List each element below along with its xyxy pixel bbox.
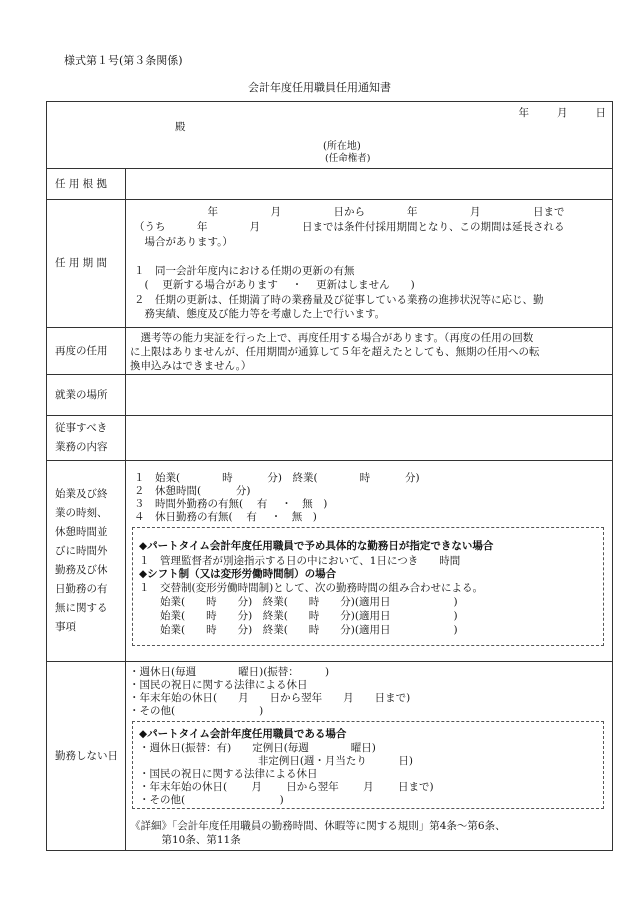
hours-line: ２ 休憩時間( 分) xyxy=(134,485,251,497)
hours-label-line: 始業及び終 xyxy=(55,488,108,500)
period-line: 務実績、態度及び能力等を考慮した上で行います。 xyxy=(134,308,386,320)
workplace-row xyxy=(47,375,613,416)
period-label: 任 用 期 間 xyxy=(47,200,126,328)
period-line: （うち 年 月 日までは条件付採用期間となり、この期間は延長される xyxy=(134,221,565,233)
holidays-parttime-box xyxy=(132,721,604,809)
workplace-label: 就業の場所 xyxy=(47,375,126,416)
holidays-box-line: ・週休日(振替：有) 定例日(毎週 曜日) xyxy=(139,742,376,754)
hours-row xyxy=(47,461,613,662)
header-cell xyxy=(47,102,613,169)
holidays-box-line: ・その他( ) xyxy=(139,794,284,806)
shift-line: 始業( 時 分) 終業( 時 分)(適用日 ) xyxy=(139,624,458,636)
holidays-line: ・国民の祝日に関する法律による休日 xyxy=(129,679,308,691)
period-row xyxy=(47,200,613,328)
hours-line: １ 始業( 時 分) 終業( 時 分) xyxy=(134,472,420,484)
hours-box-heading: ◆パートタイム会計年度任用職員で予め具体的な勤務日が指定できない場合 xyxy=(139,540,494,552)
hours-line: ３ 時間外勤務の有無( 有 ・ 無 ) xyxy=(134,498,328,510)
address-label: (所在地) xyxy=(323,141,361,152)
duties-label xyxy=(47,416,126,461)
holidays-row xyxy=(47,662,613,851)
period-line: 場合があります。） xyxy=(134,236,233,248)
header-row xyxy=(47,102,613,169)
shift-line: 始業( 時 分) 終業( 時 分)(適用日 ) xyxy=(139,610,458,622)
holidays-box-heading: ◆パートタイム会計年度任用職員である場合 xyxy=(139,728,347,740)
duties-row xyxy=(47,416,613,461)
reappointment-row xyxy=(47,328,613,375)
addressee-suffix: 殿 xyxy=(175,121,186,133)
workplace-value[interactable] xyxy=(126,375,613,416)
reappointment-value xyxy=(126,328,613,375)
period-line: １ 同一会計年度内における任期の更新の有無 xyxy=(134,265,355,277)
hours-label-line: 勤務及び休 xyxy=(55,564,108,576)
holidays-box-line: 非定例日(週・月当たり 日) xyxy=(139,755,414,767)
appointer-label: (任命権者) xyxy=(325,153,371,164)
holidays-label: 勤務しない日 xyxy=(47,662,126,851)
details-line: 第10条、第11条 xyxy=(130,834,241,846)
hours-label-line: 休憩時間並 xyxy=(55,526,108,538)
holidays-value xyxy=(126,662,613,851)
hours-box-line: １ 交替制(変形労働時間制)として、次の勤務時間の組み合わせによる。 xyxy=(139,582,483,594)
basis-label: 任 用 根 拠 xyxy=(47,169,126,200)
holidays-box-line: ・国民の祝日に関する法律による休日 xyxy=(139,768,318,780)
date-year: 年 xyxy=(518,107,529,119)
reappointment-line: 換申込みはできません。） xyxy=(130,360,252,372)
hours-label-line: びに時間外 xyxy=(55,545,108,557)
reappointment-line: 選考等の能力実証を行った上で、再度任用する場合があります。（再度の任用の回数 xyxy=(130,332,534,344)
duties-label-line: 従事すべき xyxy=(55,422,108,434)
hours-line: ４ 休日勤務の有無( 有 ・ 無 ) xyxy=(134,511,317,523)
date-month: 月 xyxy=(557,107,568,119)
date-line xyxy=(519,105,607,120)
basis-row xyxy=(47,169,613,200)
holidays-box-line: ・年末年始の休日( 月 日から翌年 月 日まで) xyxy=(139,781,434,793)
hours-box-heading: ◆シフト制（又は変形労働時間制）の場合 xyxy=(139,568,337,580)
date-day: 日 xyxy=(595,107,606,119)
basis-value[interactable] xyxy=(126,169,613,200)
hours-special-box xyxy=(132,527,604,646)
holidays-line: ・年末年始の休日( 月 日から翌年 月 日まで) xyxy=(129,692,411,704)
duties-value[interactable] xyxy=(126,416,613,461)
form-number: 様式第１号(第３条関係) xyxy=(64,54,183,67)
hours-box-line: １ 管理監督者が別途指示する日の中において、1日につき 時間 xyxy=(139,555,461,567)
hours-label-line: 無に関する xyxy=(55,602,108,614)
hours-label-line: 日勤務の有 xyxy=(55,583,108,595)
period-line: ( 更新する場合があります ・ 更新はしません ) xyxy=(134,279,415,291)
reappointment-label: 再度の任用 xyxy=(47,328,126,375)
period-value xyxy=(126,200,613,328)
hours-value xyxy=(126,461,613,662)
document-title: 会計年度任用職員任用通知書 xyxy=(248,81,391,94)
shift-line: 始業( 時 分) 終業( 時 分)(適用日 ) xyxy=(139,596,458,608)
hours-label xyxy=(47,461,126,662)
holidays-line: ・その他( ) xyxy=(129,705,264,717)
appointment-form-table xyxy=(46,101,613,851)
holidays-line: ・週休日(毎週 曜日)(振替： ) xyxy=(129,666,330,678)
duties-label-line: 業務の内容 xyxy=(55,441,108,453)
period-line: ２ 任期の更新は、任期満了時の業務量及び従事している業務の進捗状況等に応じ、勤 xyxy=(134,294,544,306)
hours-label-line: 事項 xyxy=(55,621,76,633)
details-line: 《詳細》「会計年度任用職員の勤務時間、休暇等に関する規則」第4条～第6条、 xyxy=(130,820,506,832)
reappointment-line: に上限はありませんが、任用期間が通算して５年を超えたとしても、無期の任用への転 xyxy=(130,346,540,358)
period-line: 年 月 日から 年 月 日まで xyxy=(134,206,565,218)
hours-label-line: 業の時刻、 xyxy=(55,507,108,519)
